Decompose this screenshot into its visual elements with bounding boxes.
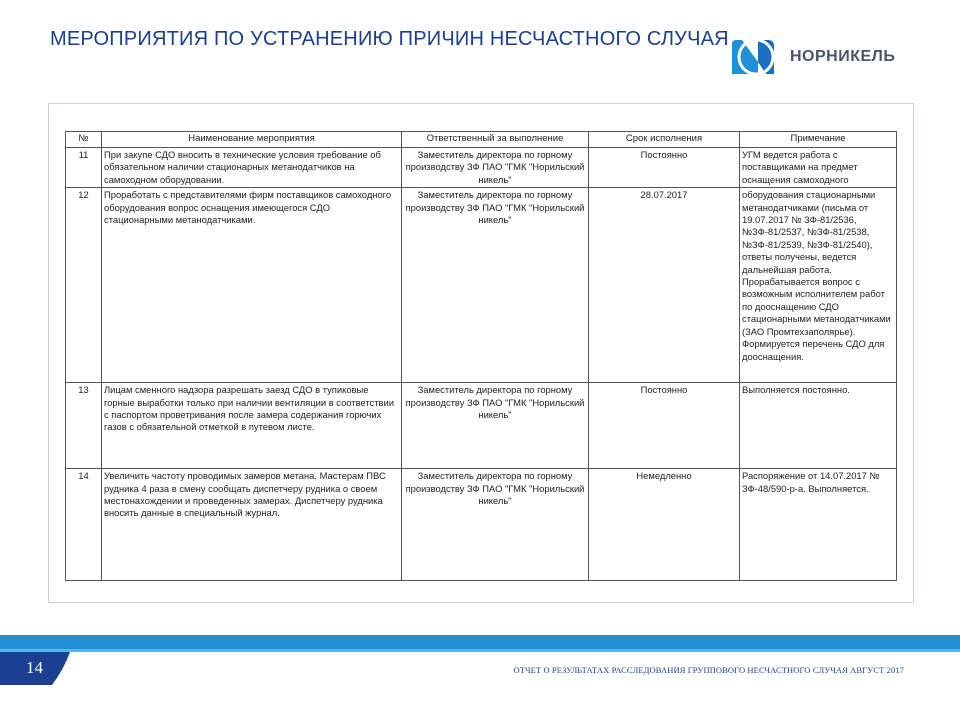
measure-note: Распоряжение от 14.07.2017 № ЗФ-48/590-р-а. Выполняется.: [740, 469, 897, 581]
column-header-note: Примечание: [740, 132, 897, 148]
row-number: 12: [66, 188, 102, 383]
measure-name: При закупе СДО вносить в технические условия требование об обязательном наличии стационарных метанодатчиков на самоходном оборудовании.: [102, 148, 402, 188]
responsible-person: Заместитель директора по горному производству ЗФ ПАО "ГМК "Норильский никель": [402, 469, 589, 581]
column-header-term: Срок исполнения: [589, 132, 740, 148]
execution-term: Постоянно: [589, 383, 740, 469]
table-row: [66, 469, 897, 581]
measure-note: Выполняется постоянно.: [740, 383, 897, 469]
responsible-person: Заместитель директора по горному производству ЗФ ПАО "ГМК "Норильский никель": [402, 148, 589, 188]
execution-term: Немедленно: [589, 469, 740, 581]
row-number: 13: [66, 383, 102, 469]
table-row: [66, 188, 897, 383]
page-title: МЕРОПРИЯТИЯ ПО УСТРАНЕНИЮ ПРИЧИН НЕСЧАСТНОГО СЛУЧАЯ: [50, 28, 729, 50]
measure-name: Лицам сменного надзора разрешать заезд СДО в тупиковые горные выработки только при наличии вентиляции в соответствии с паспортом проветривания после замера содержания горючих газов с обязательной отметкой в путевом листе.: [102, 383, 402, 469]
responsible-person: Заместитель директора по горному производству ЗФ ПАО "ГМК "Норильский никель": [402, 383, 589, 469]
logo-text: НОРНИКЕЛЬ: [790, 48, 896, 65]
column-header-number: №: [66, 132, 102, 148]
row-number: 11: [66, 148, 102, 188]
company-logo: [728, 36, 918, 78]
column-header-responsible: Ответственный за выполнение: [402, 132, 589, 148]
measure-note: оборудования стационарными метанодатчиками (письма от 19.07.2017 № ЗФ-81/2536, №ЗФ-81/2537, №ЗФ-81/2538, №ЗФ-81/2539, №ЗФ-81/2540), ответы получены, ведется дальнейшая работа. Прорабатывается вопрос с возможным исполнителем работ по дооснащению СДО стационарными метанодатчиками (ЗАО Промтехзаполярье). Формируется перечень СДО для дооснащения.: [740, 188, 897, 383]
measure-name: Увеличить частоту проводимых замеров метана. Мастерам ПВС рудника 4 раза в смену сообщать диспетчеру рудника о своем местонахождении и проведенных замерах. Диспетчеру рудника вносить данные в специальный журнал.: [102, 469, 402, 581]
table-header-row: [66, 132, 897, 148]
execution-term: 28.07.2017: [589, 188, 740, 383]
table-row: [66, 148, 897, 188]
table-row: [66, 383, 897, 469]
measure-note: УГМ ведется работа с поставщиками на предмет оснащения самоходного: [740, 148, 897, 188]
footer-band: [0, 635, 960, 720]
row-number: 14: [66, 469, 102, 581]
column-header-name: Наименование мероприятия: [102, 132, 402, 148]
footer-decoration: [0, 635, 960, 720]
responsible-person: Заместитель директора по горному производству ЗФ ПАО "ГМК "Норильский никель": [402, 188, 589, 383]
execution-term: Постоянно: [589, 148, 740, 188]
report-title: ОТЧЕТ О РЕЗУЛЬТАТАХ РАССЛЕДОВАНИЯ ГРУППОВОГО НЕСЧАСТНОГО СЛУЧАЯ АВГУСТ 2017: [513, 665, 904, 675]
nornickel-logo-icon: [728, 36, 784, 78]
measure-name: Проработать с представителями фирм поставщиков самоходного оборудования вопрос оснащения имеющегося СДО стационарными метанодатчиками.: [102, 188, 402, 383]
page-number: 14: [26, 658, 43, 677]
measures-table: [65, 131, 897, 581]
